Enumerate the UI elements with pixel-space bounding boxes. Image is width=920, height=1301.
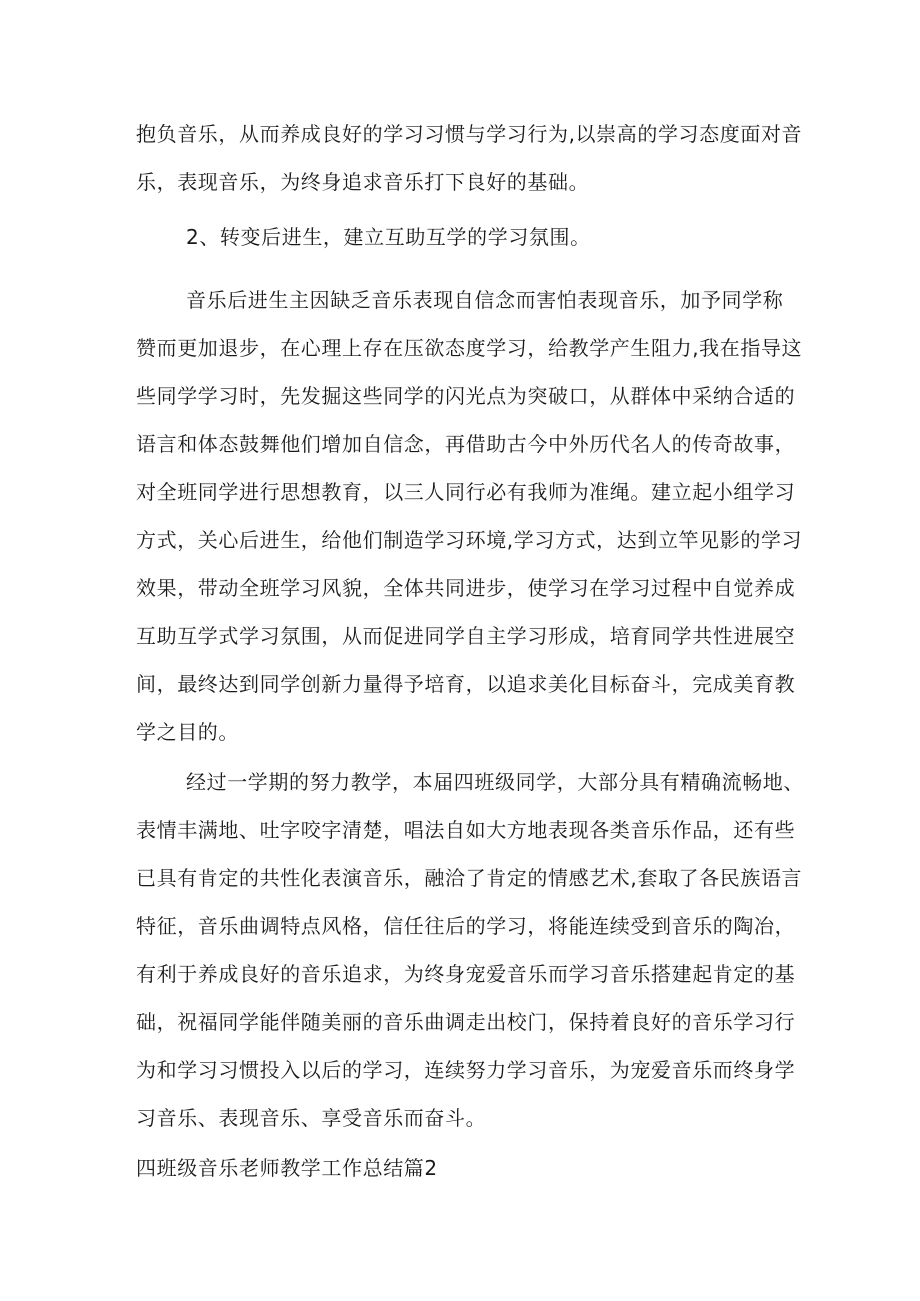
para3-line-4: 特征，音乐曲调特点风格，信任往后的学习，将能连续受到音乐的陶冶， — [136, 914, 796, 938]
para2-line-7: 效果，带动全班学习风貌，全体共同进步，使学习在学习过程中自觉养成 — [136, 576, 796, 600]
para3-line-2: 表情丰满地、吐字咬字清楚，唱法自如大方地表现各类音乐作品，还有些 — [136, 818, 796, 842]
para2-line-3: 些同学学习时，先发掘这些同学的闪光点为突破口，从群体中采纳合适的 — [136, 384, 796, 408]
para3-line-8: 习音乐、表现音乐、享受音乐而奋斗。 — [136, 1106, 487, 1130]
para2-line-1: 音乐后进生主因缺乏音乐表现自信念而害怕表现音乐，加予同学称 — [186, 288, 784, 312]
para2-line-6: 方式，关心后进生，给他们制造学习环境,学习方式，达到立竿见影的学习 — [136, 528, 803, 552]
para3-line-7: 为和学习习惯投入以后的学习，连续努力学习音乐，为宠爱音乐而终身学 — [136, 1058, 796, 1082]
para3-line-5: 有利于养成良好的音乐追求，为终身宠爱音乐而学习音乐搭建起肯定的基 — [136, 962, 796, 986]
para1-line-2: 乐，表现音乐，为终身追求音乐打下良好的基础。 — [136, 170, 590, 194]
section-title: 四班级音乐老师教学工作总结篇2 — [136, 1156, 438, 1180]
para3-line-6: 础，祝福同学能伴随美丽的音乐曲调走出校门，保持着良好的音乐学习行 — [136, 1010, 796, 1034]
para2-line-9: 间，最终达到同学创新力量得予培育，以追求美化目标奋斗，完成美育教 — [136, 672, 796, 696]
para2-line-10: 学之目的。 — [136, 720, 239, 744]
para2-line-4: 语言和体态鼓舞他们增加自信念，再借助古今中外历代名人的传奇故事， — [136, 432, 796, 456]
para2-line-8: 互助互学式学习氛围，从而促进同学自主学习形成，培育同学共性进展空 — [136, 624, 796, 648]
para3-line-3: 已具有肯定的共性化表演音乐，融洽了肯定的情感艺术,套取了各民族语言 — [136, 866, 803, 890]
para2-line-2: 赞而更加退步，在心理上存在压欲态度学习，给教学产生阻力,我在指导这 — [136, 336, 803, 360]
para3-line-1: 经过一学期的努力教学，本届四班级同学，大部分具有精确流畅地、 — [186, 770, 804, 794]
para1-line-1: 抱负音乐，从而养成良好的学习习惯与学习行为,以崇高的学习态度面对音 — [136, 122, 803, 146]
para2-line-5: 对全班同学进行思想教育，以三人同行必有我师为准绳。建立起小组学习 — [136, 480, 796, 504]
section-heading-2: 2、转变后进生，建立互助互学的学习氛围。 — [186, 225, 591, 249]
